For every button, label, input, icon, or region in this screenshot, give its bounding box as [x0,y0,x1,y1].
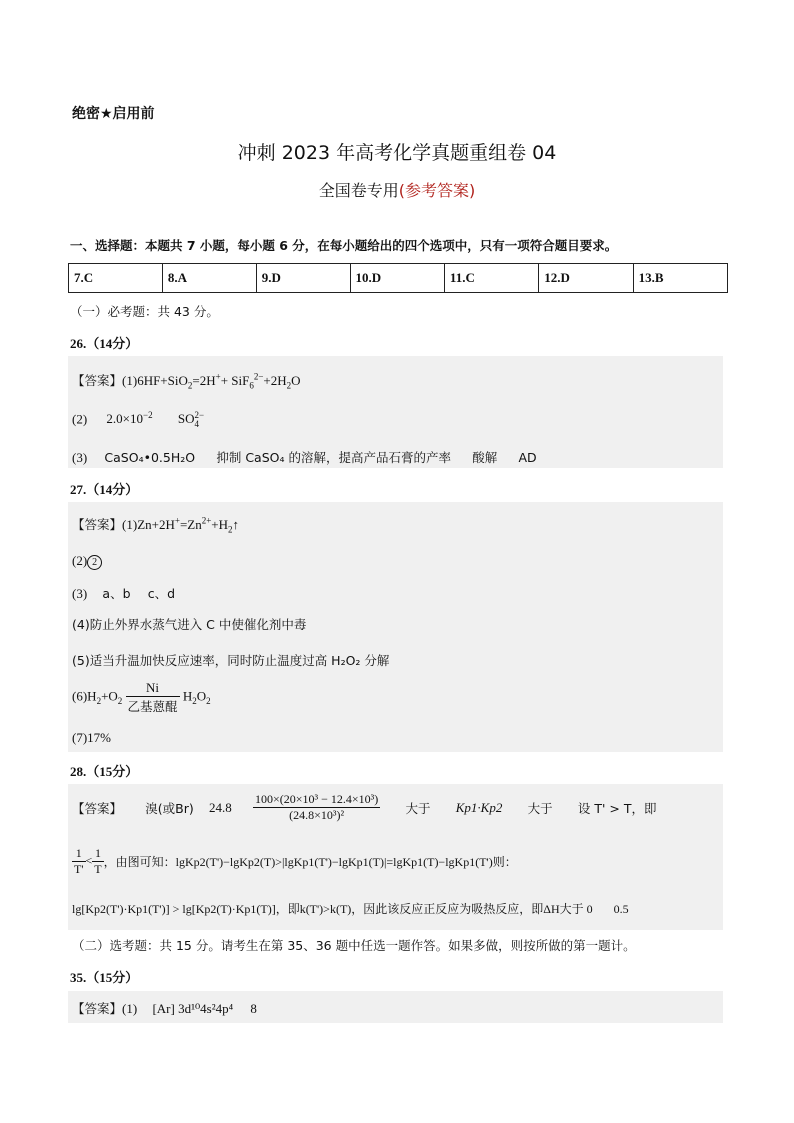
circled-number: 2 [87,555,102,570]
answer-label: 【答案】 [72,373,123,388]
q27-line-2: (2) 2 [72,553,102,570]
q27-line-1: 【答案】$(1)Zn+2H^+=Zn^{2+}+H_2↑$ [72,515,240,535]
q27-line-4: (4)防止外界水蒸气进入 C 中使催化剂中毒 [72,617,307,632]
q28-heading: 28.（15分） [70,764,139,779]
page-subtitle [0,178,794,201]
subtitle-main: 全国卷专用 [318,181,399,200]
q27-heading: 27.（14分） [70,482,139,497]
optional-note: （二）选考题：共 15 分。请考生在第 35、36 题中任选一题作答。如果多做，则按所做的第一题计。 [72,938,636,953]
q28-line-3: lg[Kp2(T')·Kp1(T')] > lg[Kp2(T)·Kp1(T)]，即k(T')>k(T)，因此该反应正反应为吸热反应，即ΔH大于 0 0.5 [72,902,629,916]
q27-line-7: (7)17% [72,730,111,745]
q28-line-1: 【答案】 溴(或Br) 24.8 $\frac{\text{100×(20×10³ − 12.4×10³)}}{\text{(24.8×10³)²}}$ 大于 Kp1·Kp2 大于 设 T' > T，即 [72,792,657,822]
section-1-title: 一、选择题：本题共 7 小题，每小题 6 分，在每小题给出的四个选项中，只有一项符合题目要求。 [70,238,618,253]
answer-cell: 8.A [162,264,256,293]
required-note: （一）必考题：共 43 分。 [70,304,219,319]
q27-line-5: (5)适当升温加快反应速率，同时防止温度过高 H₂O₂ 分解 [72,653,390,668]
reaction-condition: $\frac{Ni}{\text{乙基蒽醌}}$ [127,680,178,714]
answer-cell: 13.B [633,264,727,293]
kp-fraction: $\frac{\text{100×(20×10³ − 12.4×10³)}}{\text{(24.8×10³)²}}$ [254,792,379,822]
page-title: 冲刺 2023 年高考化学真题重组卷 04 [237,142,557,164]
table-row [69,264,728,293]
subtitle-answer-key: (参考答案) [398,181,476,200]
answer-cell: 10.D [350,264,444,293]
answer-cell: 12.D [539,264,633,293]
answer-cell: 11.C [444,264,538,293]
q35-line-1: 【答案】(1) [Ar] 3d¹⁰4s²4p⁴ 8 [72,1001,257,1016]
q26-line-2: (2) $2.0\times 10^{-2}$ SO 2− 4 [72,410,205,430]
q35-heading: 35.（15分） [70,970,139,985]
confidential-label: 绝密★启用前 [72,106,155,122]
answer-cell: 9.D [256,264,350,293]
q26-line-1: 【答案】$(1)6HF+SiO_2=2H^++ SiF_6^{2-}+2H_2O$ [72,371,301,391]
answer-table [68,263,728,293]
q26-line-3: (3) CaSO₄•0.5H₂O 抑制 CaSO₄ 的溶解，提高产品石膏的产率 酸解 AD [72,450,537,465]
q27-line-6: $(6)H_2+O_2$ $\frac{Ni}{\text{乙基蒽醌}}$ $H_2O_2$ [72,680,211,714]
answer-cell: 7.C [69,264,163,293]
q27-line-3: (3) a、b c、d [72,586,176,601]
q28-line-2: $\frac{1}{T'}$ < $\frac{1}{T}$ ，由图可知：lgKp2(T')−lgKp2(T)>|lgKp1(T')−lgKp1(T)|=lgKp1(T)−lgKp1(T')则： [74,846,517,876]
q26-heading: 26.（14分） [70,336,139,351]
